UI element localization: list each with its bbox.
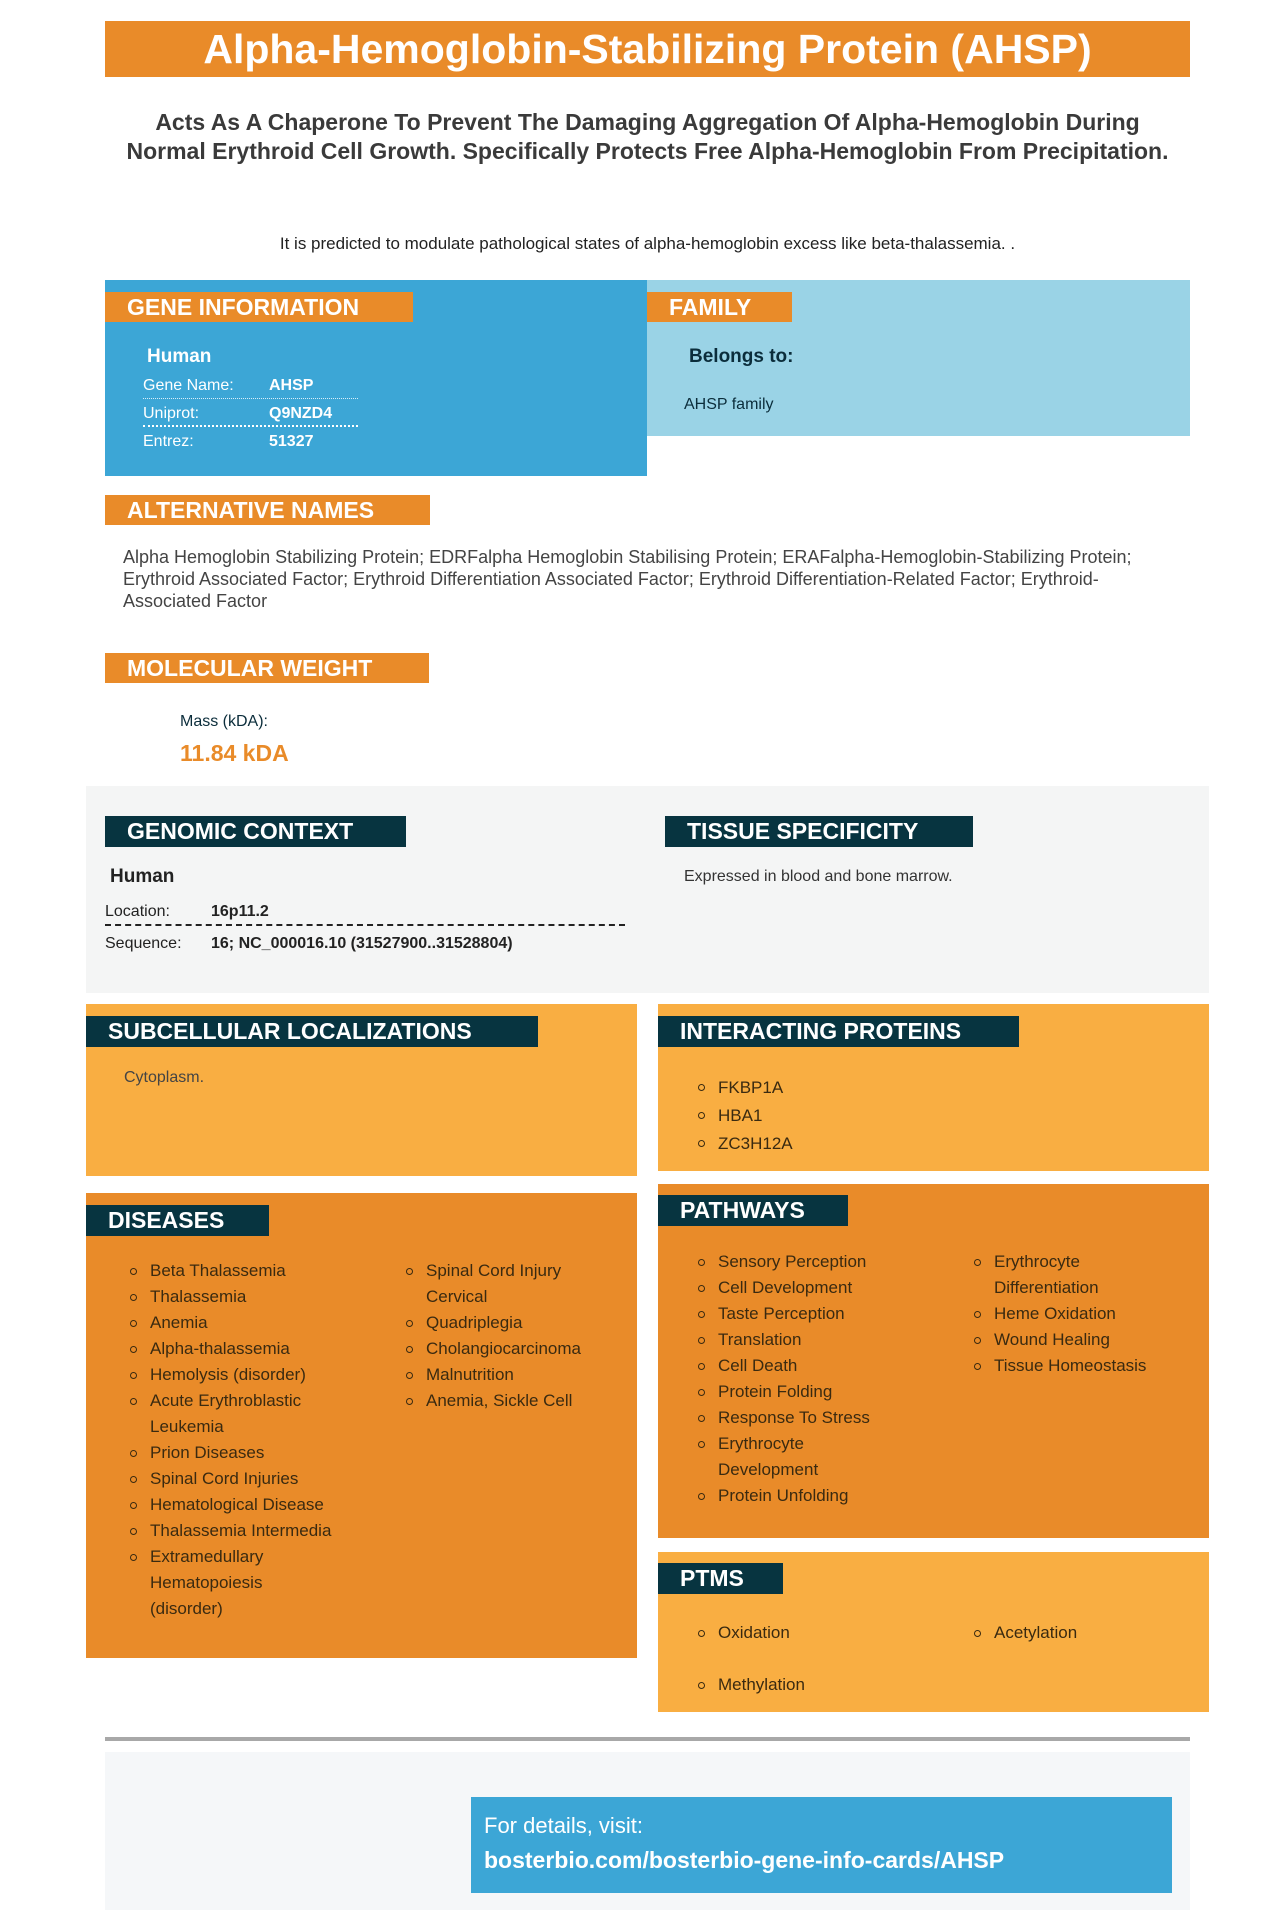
- list-item: Hematological Disease: [128, 1492, 358, 1518]
- list-item: Acute Erythroblastic Leukemia: [128, 1388, 358, 1440]
- list-item: Cholangiocarcinoma: [404, 1336, 604, 1362]
- diseases-list-col1: [128, 1258, 358, 1622]
- subcellular-text: Cytoplasm.: [124, 1069, 205, 1086]
- diseases-card: [86, 1193, 637, 1658]
- family-header: FAMILY: [647, 292, 792, 322]
- ptms-header: PTMS: [658, 1563, 783, 1594]
- list-item: Methylation: [696, 1672, 805, 1698]
- ptm-item: [972, 1620, 1077, 1646]
- sequence-label: Sequence:: [105, 935, 182, 952]
- ptms-card: [658, 1552, 1209, 1712]
- list-item: Beta Thalassemia: [128, 1258, 358, 1284]
- mass-value: 11.84 kDA: [180, 740, 289, 766]
- genomic-tissue-panel: [86, 786, 1209, 993]
- list-item[interactable]: ZC3H12A: [696, 1130, 793, 1158]
- pathways-list-col1: [696, 1249, 916, 1509]
- mass-label: Mass (kDA):: [180, 713, 268, 730]
- list-item: Anemia, Sickle Cell: [404, 1388, 604, 1414]
- diseases-list-col2: [404, 1258, 604, 1414]
- list-item: Cell Development: [696, 1275, 916, 1301]
- ptm-item: [696, 1672, 805, 1698]
- subcellular-card: [86, 1004, 637, 1176]
- list-item: Oxidation: [696, 1620, 790, 1646]
- list-item: Spinal Cord Injuries: [128, 1466, 358, 1492]
- molecular-weight-header: MOLECULAR WEIGHT: [105, 653, 429, 683]
- list-item: Erythrocyte Development: [696, 1431, 838, 1483]
- entrez-label: Entrez:: [143, 433, 194, 450]
- pathways-card: [658, 1184, 1209, 1538]
- list-item: Prion Diseases: [128, 1440, 358, 1466]
- list-item[interactable]: HBA1: [696, 1102, 793, 1130]
- location-label: Location:: [105, 903, 170, 920]
- gene-name-label: Gene Name:: [143, 377, 234, 394]
- diseases-header: DISEASES: [86, 1205, 269, 1236]
- list-item: Erythrocyte Differentiation: [972, 1249, 1134, 1301]
- details-link-box[interactable]: [471, 1797, 1172, 1893]
- list-item: Protein Unfolding: [696, 1483, 916, 1509]
- list-item: Response To Stress: [696, 1405, 916, 1431]
- sequence-value: 16; NC_000016.10 (31527900..31528804): [211, 935, 513, 952]
- uniprot-row: [143, 400, 358, 427]
- list-item: Protein Folding: [696, 1379, 916, 1405]
- ptm-item: [696, 1620, 790, 1646]
- list-item: Tissue Homeostasis: [972, 1353, 1172, 1379]
- entrez-row: [143, 428, 358, 455]
- list-item: Spinal Cord Injury Cervical: [404, 1258, 586, 1310]
- uniprot-label: Uniprot:: [143, 405, 200, 422]
- alternative-names-text: Alpha Hemoglobin Stabilizing Protein; EDRFalpha Hemoglobin Stabilising Protein; ERAFalpha-Hemoglobin-Stabilizing Protein; Erythroid Associated Factor; Erythroid Differentiation Associated Factor; Erythroid Differentiation-Related Factor; Erythroid-Associated Factor: [123, 547, 1132, 611]
- gene-species: Human: [147, 346, 212, 367]
- page-title: Alpha-Hemoglobin-Stabilizing Protein (AHSP): [105, 21, 1190, 77]
- pathways-header: PATHWAYS: [658, 1195, 848, 1226]
- list-item: Thalassemia: [128, 1284, 358, 1310]
- alternative-names-header: ALTERNATIVE NAMES: [105, 495, 430, 525]
- interacting-proteins-header: INTERACTING PROTEINS: [658, 1016, 1019, 1047]
- list-item: Wound Healing: [972, 1327, 1172, 1353]
- belongs-to-label: Belongs to:: [689, 346, 794, 367]
- interacting-proteins-card: [658, 1004, 1209, 1171]
- tissue-specificity-header: TISSUE SPECIFICITY: [665, 816, 973, 847]
- family-value: AHSP family: [684, 396, 774, 413]
- list-item: Cell Death: [696, 1353, 916, 1379]
- location-value: 16p11.2: [211, 903, 269, 920]
- list-item: Alpha-thalassemia: [128, 1336, 358, 1362]
- entrez-value[interactable]: 51327: [269, 433, 314, 450]
- description: It is predicted to modulate pathological states of alpha-hemoglobin excess like beta-thalassemia. .: [279, 234, 1016, 253]
- function-summary: Acts As A Chaperone To Prevent The Damaging Aggregation Of Alpha-Hemoglobin During Normal Erythroid Cell Growth. Specifically Protects Free Alpha-Hemoglobin From Precipitation.: [126, 109, 1169, 164]
- details-label: For details, visit:: [484, 1813, 643, 1838]
- list-item: Anemia: [128, 1310, 358, 1336]
- gene-name-row: [143, 372, 358, 399]
- list-item: Taste Perception: [696, 1301, 916, 1327]
- genomic-species: Human: [110, 866, 175, 887]
- gene-name-value: AHSP: [269, 377, 314, 394]
- tissue-specificity-text: Expressed in blood and bone marrow.: [684, 868, 953, 885]
- genomic-context-header: GENOMIC CONTEXT: [105, 816, 406, 847]
- gene-information-card: [105, 280, 647, 476]
- footer-divider: [105, 1737, 1190, 1741]
- family-card: [647, 280, 1190, 436]
- list-item: Thalassemia Intermedia: [128, 1518, 358, 1544]
- list-item: Translation: [696, 1327, 916, 1353]
- gene-information-header: GENE INFORMATION: [105, 292, 413, 322]
- uniprot-value[interactable]: Q9NZD4: [269, 405, 333, 422]
- list-item: Malnutrition: [404, 1362, 604, 1388]
- list-item: Acetylation: [972, 1620, 1077, 1646]
- details-link[interactable]: bosterbio.com/bosterbio-gene-info-cards/AHSP: [484, 1847, 1005, 1873]
- list-item: Hemolysis (disorder): [128, 1362, 358, 1388]
- list-item: Quadriplegia: [404, 1310, 604, 1336]
- subcellular-header: SUBCELLULAR LOCALIZATIONS: [86, 1016, 538, 1047]
- list-item: Extramedullary Hematopoiesis (disorder): [128, 1544, 300, 1622]
- list-item: Sensory Perception: [696, 1249, 916, 1275]
- pathways-list-col2: [972, 1249, 1172, 1379]
- list-item[interactable]: FKBP1A: [696, 1074, 793, 1102]
- interacting-proteins-list: [696, 1074, 793, 1158]
- location-row: [105, 898, 625, 926]
- list-item: Heme Oxidation: [972, 1301, 1172, 1327]
- sequence-row: [105, 930, 625, 958]
